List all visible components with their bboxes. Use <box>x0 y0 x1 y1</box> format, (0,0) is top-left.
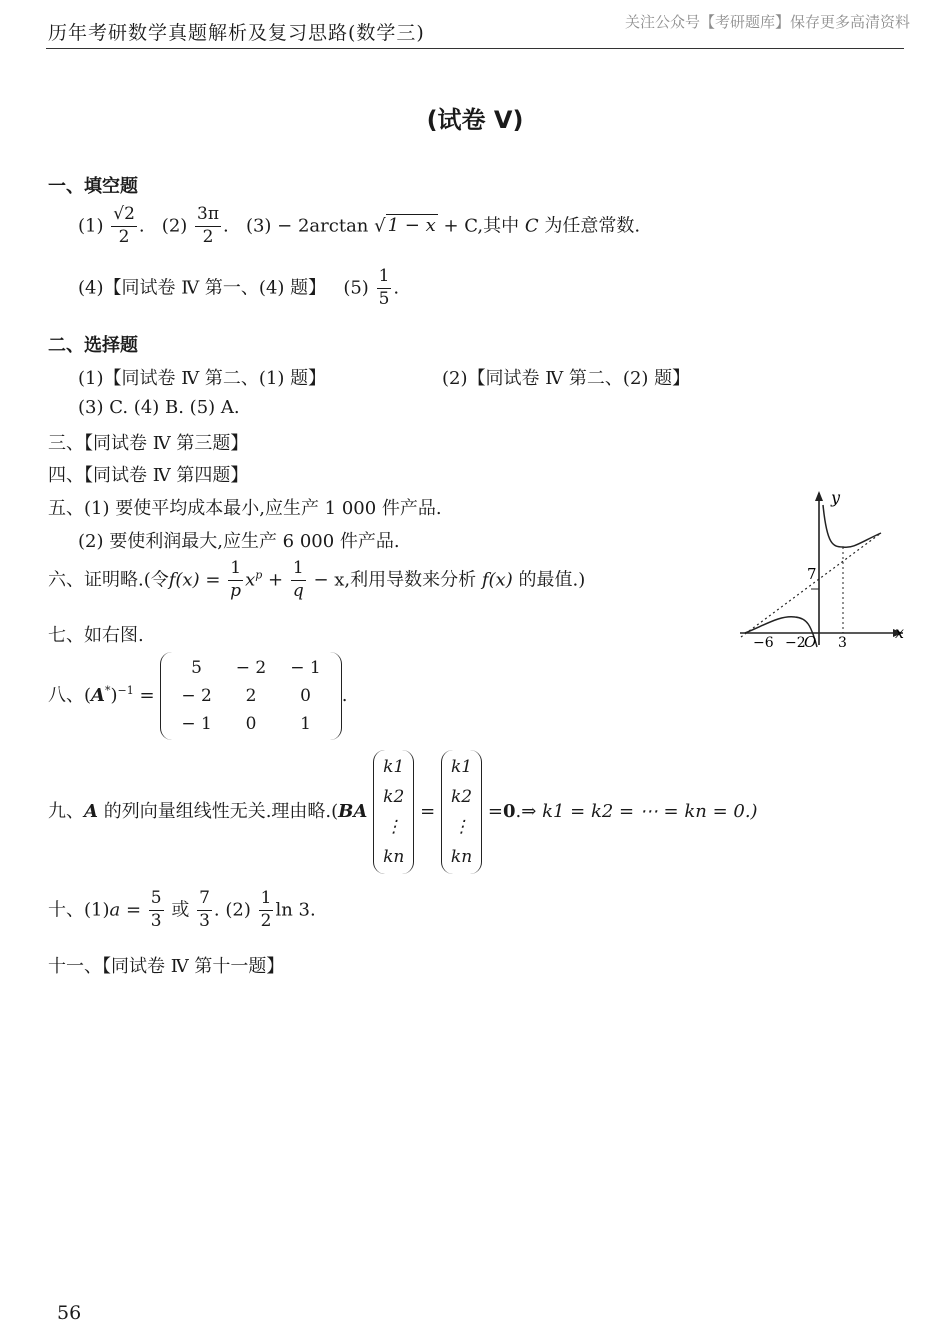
fill-2-fraction <box>195 206 221 247</box>
fill-5-num: 1 <box>377 268 392 289</box>
vector-entry: kn <box>450 847 473 867</box>
fill-1-tail: . <box>138 215 145 237</box>
choice-2: (2)【同试卷 Ⅳ 第二、(2) 题】 <box>442 368 691 389</box>
fill-1-label: (1) <box>78 215 104 237</box>
section-10-or: 或 <box>171 899 190 921</box>
fill-1-den: 2 <box>118 226 130 247</box>
vector-entry: k1 <box>383 757 405 777</box>
fill-3-plus-c: + C,其中 <box>443 215 520 237</box>
section-9-a: 九、 <box>48 801 84 822</box>
section-9 <box>48 750 758 874</box>
section-5-line-1: 五、(1) 要使平均成本最小,应生产 1 000 件产品. <box>48 498 442 519</box>
graph-x-label: x <box>895 623 905 642</box>
choice-1: (1)【同试卷 Ⅳ 第二、(1) 题】 <box>78 368 327 389</box>
section-8-eq: = <box>139 685 155 706</box>
section-6-frac-2-den: q <box>292 580 304 601</box>
section-10-a: 十、(1) <box>48 899 110 921</box>
section-11: 十一、【同试卷 Ⅳ 第十一题】 <box>48 956 285 977</box>
section-10-b: . (2) <box>213 899 251 921</box>
fill-5-fraction <box>377 268 392 309</box>
section-10-frac-2-num: 7 <box>197 890 212 911</box>
section-6-frac-1-num: 1 <box>228 560 243 581</box>
section-8-star: * <box>105 684 111 697</box>
graph-origin-label: O <box>804 633 817 651</box>
section-1-heading: 一、填空题 <box>48 176 138 197</box>
section-6-frac-2 <box>291 560 306 601</box>
fill-2-den: 2 <box>202 226 214 247</box>
matrix-cell: − 2 <box>181 686 212 706</box>
page-number: 56 <box>57 1302 82 1324</box>
section-6-x: x <box>245 569 256 591</box>
section-9-tail: k1 = k2 = ⋯ = kn = 0.) <box>542 801 758 822</box>
section-9-BA: BA <box>338 801 368 822</box>
header-title: 历年考研数学真题解析及复习思路(数学三) <box>48 22 425 44</box>
graph-label-neg6: −6 <box>753 635 774 651</box>
fill-3-label: (3) <box>245 215 272 237</box>
fill-2-num: 3π <box>195 206 221 227</box>
section-8-a: 八、( <box>48 685 92 706</box>
section-6-a: 六、证明略.(令 <box>48 569 169 591</box>
fill-3-expr: − 2arctan <box>277 215 369 237</box>
graph-label-3: 3 <box>838 635 847 651</box>
matrix-cell: − 1 <box>290 658 321 678</box>
fill-2-label: (2) <box>161 215 188 237</box>
fill-1-fraction <box>111 206 137 247</box>
vector-entry: ⋮ <box>453 817 471 837</box>
fill-4-ref: (4)【同试卷 Ⅳ 第一、(4) 题】 <box>78 277 327 299</box>
fill-3-constant: C <box>524 215 539 237</box>
section-10 <box>48 890 316 931</box>
matrix-cell: − 2 <box>235 658 267 678</box>
fill-5-tail: . <box>393 277 400 299</box>
section-10-frac-3 <box>259 890 274 931</box>
fill-2-tail: . <box>223 215 229 237</box>
section-1-line-1: (1) $\frac{√2}{2}$ . (2) $\frac{3\pi}{2}$ . (3) − 2arctan √ 1 − x + C,其中 C 为任意常数. <box>78 204 641 247</box>
section-5-line-2: (2) 要使利润最大,应生产 6 000 件产品. <box>78 531 400 552</box>
section-10-frac-3-num: 1 <box>259 890 274 911</box>
matrix-cell: 1 <box>300 714 311 734</box>
vector-entry: k2 <box>450 787 473 807</box>
section-6-plus: + <box>268 569 284 591</box>
section-9-A: A <box>84 801 98 822</box>
section-6-frac-1-den: p <box>230 580 242 601</box>
matrix-cell: 0 <box>245 714 257 734</box>
inverse-matrix <box>160 652 341 740</box>
header-note: 关注公众号【考研题库】保存更多高清资料 <box>624 13 910 31</box>
graph-y-label: y <box>831 488 841 507</box>
section-6-frac-2-num: 1 <box>291 560 306 581</box>
section-6-eq: = <box>205 569 221 591</box>
fill-3-radicand: 1 − x <box>387 215 436 237</box>
vector-entry: kn <box>383 847 405 867</box>
section-6-fx: f(x) <box>168 569 200 591</box>
section-6-b: − x,利用导数来分析 <box>313 569 477 591</box>
matrix-cell: 2 <box>245 686 257 706</box>
section-9-b: 的列向量组线性无关.理由略.( <box>103 801 339 822</box>
section-8-A: A <box>91 685 105 706</box>
section-2-heading: 二、选择题 <box>48 335 138 356</box>
matrix-cell: 0 <box>300 686 311 706</box>
section-10-frac-1 <box>149 890 164 931</box>
graph-label-7: 7 <box>807 565 817 583</box>
section-9-implies: .⇒ <box>515 801 537 822</box>
fill-1-num: √2 <box>111 206 137 227</box>
section-7: 七、如右图. <box>48 625 144 646</box>
graph-right-branch <box>823 505 881 547</box>
section-8-tail: . <box>341 685 348 706</box>
vector-entry: ⋮ <box>385 817 403 837</box>
k-vector-right <box>441 750 482 874</box>
header-divider <box>46 48 904 49</box>
graph-oblique-asymptote <box>741 533 881 637</box>
vector-entry: k1 <box>450 757 473 777</box>
graph-y-arrow <box>815 491 823 501</box>
section-1-line-2 <box>78 268 399 309</box>
section-10-avar: a <box>109 899 121 921</box>
section-10-frac-2 <box>197 890 212 931</box>
section-3: 三、【同试卷 Ⅳ 第三题】 <box>48 433 249 454</box>
section-10-frac-2-den: 3 <box>199 910 210 931</box>
section-6-exp: p <box>255 568 263 582</box>
section-10-eq: = <box>125 899 142 921</box>
function-graph <box>735 485 910 655</box>
section-10-frac-1-den: 3 <box>150 910 162 931</box>
section-10-frac-1-num: 5 <box>149 890 164 911</box>
section-10-frac-3-den: 2 <box>260 910 272 931</box>
matrix-cell: − 1 <box>181 714 212 734</box>
section-6-fx-2: f(x) <box>481 569 513 591</box>
k-vector-left <box>373 750 414 874</box>
fill-5-den: 5 <box>378 288 390 309</box>
section-9-eq-2: = <box>487 801 503 822</box>
section-6-frac-1 <box>228 560 243 601</box>
section-6-c: 的最值.) <box>518 569 586 591</box>
section-9-zero: 0 <box>502 801 516 822</box>
paper-title: (试卷 Ⅴ) <box>426 106 524 134</box>
section-8 <box>48 652 347 740</box>
vector-entry: k2 <box>383 787 405 807</box>
section-4: 四、【同试卷 Ⅳ 第四题】 <box>48 465 249 486</box>
section-10-c: ln 3. <box>275 899 316 921</box>
choice-3-5: (3) C. (4) B. (5) A. <box>78 397 240 418</box>
section-6 <box>48 560 585 601</box>
fill-5-label: (5) <box>343 277 369 299</box>
section-8-b: ) <box>110 685 118 706</box>
fill-3-note: 为任意常数. <box>544 215 641 237</box>
graph-label-neg2: −2 <box>785 635 806 651</box>
section-9-eq: = <box>420 801 436 822</box>
matrix-cell: 5 <box>191 658 202 678</box>
section-8-inv: −1 <box>117 684 134 697</box>
